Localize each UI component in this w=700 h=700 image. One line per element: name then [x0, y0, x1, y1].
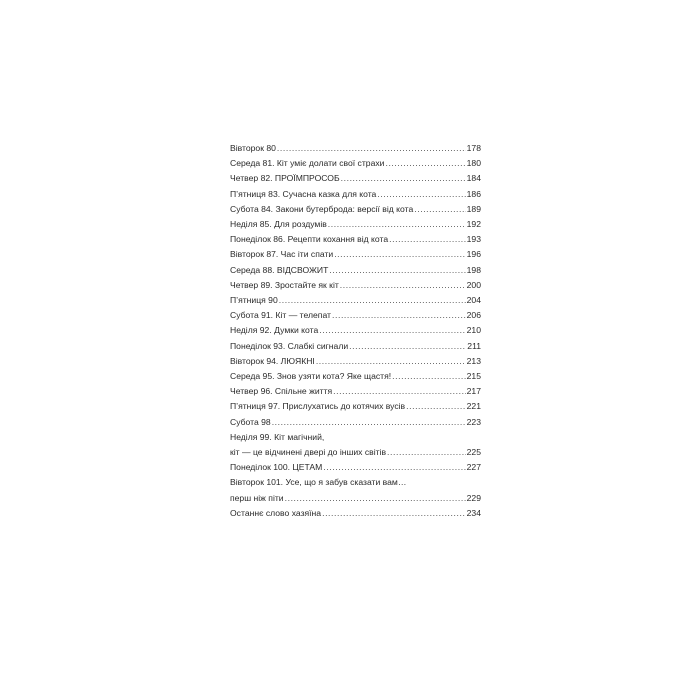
toc-page-number: 206: [466, 310, 481, 321]
toc-entry: [230, 217, 481, 232]
toc-page-number: 180: [466, 158, 481, 169]
toc-entry-title: Середа 88. ВІДСВОЖИТ: [230, 264, 329, 275]
table-of-contents: [230, 141, 481, 521]
toc-entry-title: П’ятниця 90: [230, 295, 278, 306]
toc-entry-title: Вівторок 87. Час іти спати: [230, 249, 334, 260]
toc-entry-line: [230, 354, 481, 369]
toc-page-number: 196: [466, 249, 481, 260]
toc-entry-title: Останнє слово хазяїна: [230, 507, 322, 518]
toc-page-number: 227: [466, 462, 481, 473]
toc-entry-title: Четвер 89. Зростайте як кіт: [230, 279, 339, 290]
toc-page-number: 204: [466, 295, 481, 306]
toc-page-number: 192: [466, 219, 481, 230]
toc-entry-line: [230, 384, 481, 399]
dot-leader: [389, 232, 466, 247]
dot-leader: [272, 415, 466, 430]
toc-entry: [230, 278, 481, 293]
toc-entry: [230, 506, 481, 521]
toc-entry-first-line: [230, 475, 481, 490]
toc-page-number: 223: [466, 416, 481, 427]
toc-entry-title: Субота 91. Кіт — телепат: [230, 310, 331, 321]
dot-leader: [333, 384, 466, 399]
dot-leader: [377, 187, 465, 202]
toc-entry: [230, 415, 481, 430]
dot-leader: [334, 247, 465, 262]
toc-entry: [230, 369, 481, 384]
dot-leader: [277, 141, 466, 156]
toc-entry-line: [230, 141, 481, 156]
toc-entry: [230, 399, 481, 414]
toc-page-number: 229: [466, 492, 481, 503]
toc-page-number: 178: [466, 143, 481, 153]
toc-entry: [230, 171, 481, 186]
toc-entry-title: Субота 84. Закони бутерброда: версії від кота: [230, 203, 414, 214]
toc-entry: [230, 339, 481, 354]
toc-entry-line: [230, 415, 481, 430]
toc-entry: [230, 293, 481, 308]
toc-page-number: 221: [466, 401, 481, 412]
dot-leader: [285, 491, 466, 506]
toc-page-number: 198: [466, 264, 481, 275]
toc-page-number: 234: [466, 507, 481, 518]
dot-leader: [349, 339, 466, 354]
toc-entry-line: [230, 323, 481, 338]
toc-page-number: 193: [466, 234, 481, 245]
toc-page-number: 213: [466, 355, 481, 366]
toc-page-number: 184: [466, 173, 481, 184]
toc-entry: [230, 460, 481, 475]
toc-entry-line: [230, 339, 481, 354]
dot-leader: [319, 323, 465, 338]
toc-entry-line: [230, 171, 481, 186]
toc-entry-line: [230, 278, 481, 293]
toc-entry-line: [230, 263, 481, 278]
toc-entry: [230, 430, 481, 460]
toc-entry-first-line: [230, 430, 481, 445]
toc-entry-line: [230, 460, 481, 475]
dot-leader: [392, 369, 466, 384]
toc-entry: [230, 187, 481, 202]
toc-entry: [230, 323, 481, 338]
dot-leader: [332, 308, 466, 323]
toc-entry: [230, 354, 481, 369]
toc-entry-title: Понеділок 86. Рецепти кохання від кота: [230, 234, 389, 245]
toc-entry: [230, 263, 481, 278]
toc-entry: [230, 308, 481, 323]
dot-leader: [387, 445, 466, 460]
toc-entry-title: Понеділок 93. Слабкі сигнали: [230, 340, 349, 351]
toc-page-number: 200: [466, 279, 481, 290]
toc-entry-title: Четвер 82. ПРОЇМПРОСОБ: [230, 173, 340, 184]
toc-entry: [230, 475, 481, 505]
toc-entry-line: [230, 369, 481, 384]
dot-leader: [406, 399, 466, 414]
toc-page-number: 186: [466, 188, 481, 199]
toc-entry-continuation: перш ніж піти: [230, 492, 284, 503]
toc-entry-line: [230, 293, 481, 308]
dot-leader: [340, 278, 466, 293]
toc-entry-line: [230, 232, 481, 247]
toc-entry-line: [230, 217, 481, 232]
toc-entry-line: [230, 156, 481, 171]
toc-entry-title: Четвер 96. Спільне життя: [230, 386, 333, 397]
toc-page-number: 211: [467, 340, 481, 351]
toc-entry-title: Неділя 99. Кіт магічний,: [230, 431, 325, 442]
toc-entry: [230, 247, 481, 262]
toc-entry-title: Неділя 85. Для роздумів: [230, 219, 327, 230]
toc-entry-second-line: [230, 491, 481, 506]
toc-entry-title: П’ятниця 83. Сучасна казка для кота: [230, 188, 377, 199]
toc-entry-title: Вівторок 101. Усе, що я забув сказати вам…: [230, 477, 407, 488]
dot-leader: [323, 460, 465, 475]
toc-page-number: 189: [466, 203, 481, 214]
toc-entry-line: [230, 202, 481, 217]
dot-leader: [414, 202, 465, 217]
toc-entry-title: Неділя 92. Думки кота: [230, 325, 319, 336]
toc-entry-line: [230, 187, 481, 202]
toc-entry-title: Вівторок 80: [230, 143, 276, 153]
toc-entry: [230, 141, 481, 156]
toc-entry: [230, 384, 481, 399]
toc-entry-second-line: [230, 445, 481, 460]
toc-entry-line: [230, 506, 481, 521]
toc-entry-title: Середа 81. Кіт уміє долати свої страхи: [230, 158, 385, 169]
toc-entry-continuation: кіт — це відчинені двері до інших світів: [230, 447, 387, 458]
toc-entry-title: Субота 98: [230, 416, 271, 427]
toc-entry-line: [230, 399, 481, 414]
toc-entry-title: Вівторок 94. ЛЮЯКНІ: [230, 355, 315, 366]
toc-entry: [230, 202, 481, 217]
toc-entry-title: Понеділок 100. ЦЕТАМ: [230, 462, 323, 473]
dot-leader: [322, 506, 466, 521]
toc-entry-line: [230, 247, 481, 262]
toc-page-number: 210: [466, 325, 481, 336]
toc-page-number: 225: [466, 447, 481, 458]
dot-leader: [328, 217, 466, 232]
toc-entry-title: П’ятниця 97. Прислухатись до котячих вусів: [230, 401, 406, 412]
dot-leader: [329, 263, 465, 278]
toc-page-number: 215: [466, 371, 481, 382]
dot-leader: [385, 156, 465, 171]
dot-leader: [341, 171, 466, 186]
toc-entry-line: [230, 308, 481, 323]
toc-entry: [230, 156, 481, 171]
dot-leader: [316, 354, 466, 369]
toc-entry: [230, 232, 481, 247]
toc-entry-title: Середа 95. Знов узяти кота? Яке щастя!: [230, 371, 392, 382]
toc-page-number: 217: [466, 386, 481, 397]
dot-leader: [279, 293, 466, 308]
